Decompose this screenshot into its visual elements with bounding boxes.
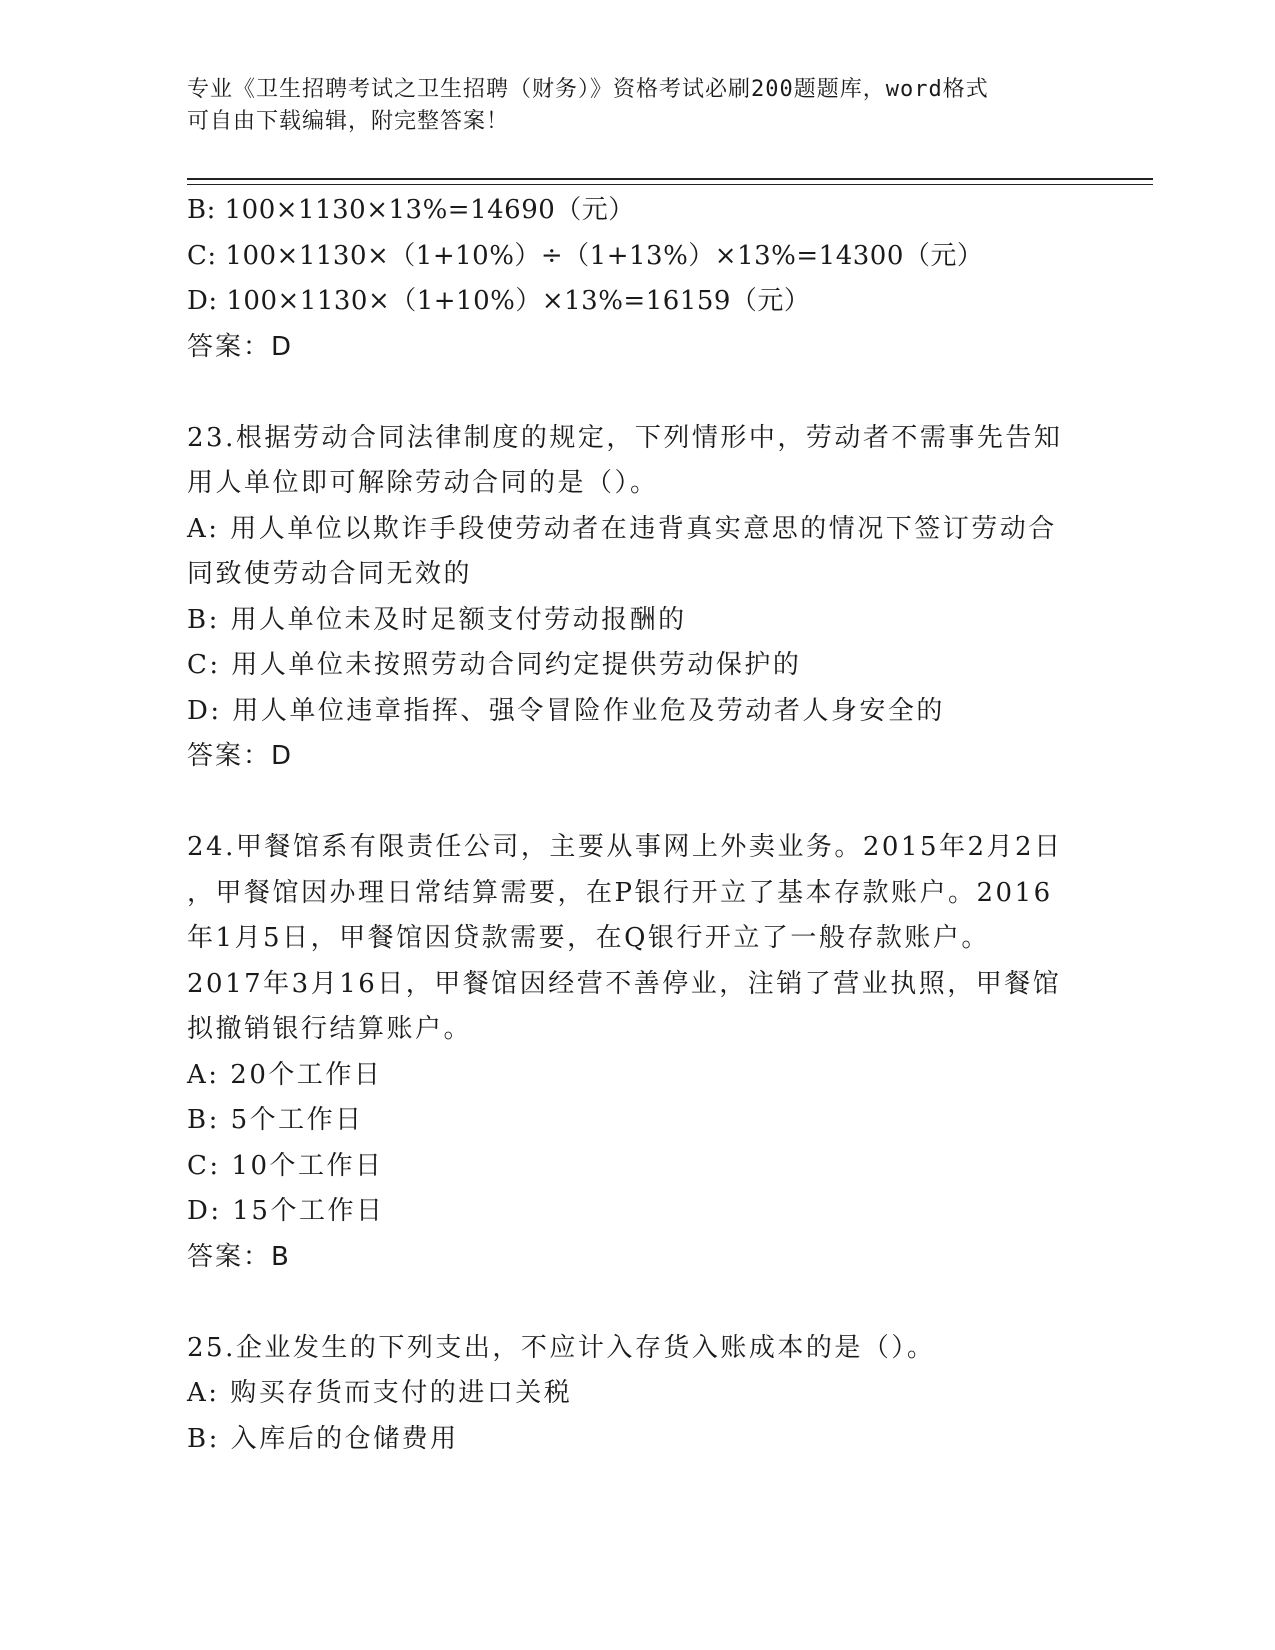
q22-option-c: C: 100×1130×（1+10%）÷（1+13%）×13%=14300（元） — [187, 240, 984, 271]
q24-option-b: B: 5个工作日 — [187, 1105, 364, 1135]
question-23 — [187, 416, 1087, 780]
q24-answer: 答案：B — [187, 1241, 291, 1272]
question-24 — [187, 825, 1087, 1280]
q25-option-b: B: 入库后的仓储费用 — [187, 1423, 459, 1454]
q23-answer: 答案：D — [187, 741, 294, 771]
header-line-1: 专业《卫生招聘考试之卫生招聘（财务）》资格考试必刷200题题库，word格式 — [187, 77, 989, 102]
q24-option-a: A: 20个工作日 — [187, 1059, 383, 1090]
q24-stem-line-3: 年1月5日，甲餐馆因贷款需要，在Q银行开立了一般存款账户。 — [187, 923, 990, 953]
q22-answer: 答案：D — [187, 331, 294, 362]
question-25 — [187, 1326, 1087, 1463]
spacer — [187, 780, 1087, 826]
q22-option-b: B: 100×1130×13%=14690（元） — [187, 195, 635, 225]
q24-option-d: D: 15个工作日 — [187, 1196, 385, 1226]
question-22 — [187, 188, 1087, 370]
q24-option-c: C: 10个工作日 — [187, 1150, 384, 1181]
header-line-2: 可自由下载编辑，附完整答案！ — [187, 109, 510, 134]
q24-stem-line-4: 2017年3月16日，甲餐馆因经营不善停业，注销了营业执照，甲餐馆 — [187, 968, 1062, 999]
q23-option-b: B: 用人单位未及时足额支付劳动报酬的 — [187, 604, 687, 635]
q23-option-a-line-2: 同致使劳动合同无效的 — [187, 559, 473, 589]
q23-stem-line-2: 用人单位即可解除劳动合同的是（）。 — [187, 468, 659, 498]
q23-option-d: D: 用人单位违章指挥、强令冒险作业危及劳动者人身安全的 — [187, 695, 945, 726]
spacer — [187, 1280, 1087, 1326]
question-list — [187, 188, 1087, 1462]
q23-option-a-line-1: A: 用人单位以欺诈手段使劳动者在违背真实意思的情况下签订劳动合 — [187, 513, 1057, 544]
q25-option-a: A: 购买存货而支付的进口关税 — [187, 1378, 573, 1408]
q25-stem-line-1: 25.企业发生的下列支出，不应计入存货入账成本的是（）。 — [187, 1332, 936, 1363]
q24-stem-line-1: 24.甲餐馆系有限责任公司，主要从事网上外卖业务。2015年2月2日 — [187, 832, 1063, 862]
document-header — [187, 74, 1087, 138]
q22-option-d: D: 100×1130×（1+10%）×13%=16159（元） — [187, 286, 811, 316]
spacer — [187, 370, 1087, 416]
header-rule-thick — [187, 178, 1153, 180]
q24-stem-line-2: ，甲餐馆因办理日常结算需要，在P银行开立了基本存款账户。2016 — [187, 877, 1053, 908]
q24-stem-line-5: 拟撤销银行结算账户。 — [187, 1014, 473, 1044]
q23-option-c: C: 用人单位未按照劳动合同约定提供劳动保护的 — [187, 650, 802, 680]
header-rule-thin — [187, 184, 1153, 185]
q23-stem-line-1: 23.根据劳动合同法律制度的规定，下列情形中，劳动者不需事先告知 — [187, 422, 1063, 453]
